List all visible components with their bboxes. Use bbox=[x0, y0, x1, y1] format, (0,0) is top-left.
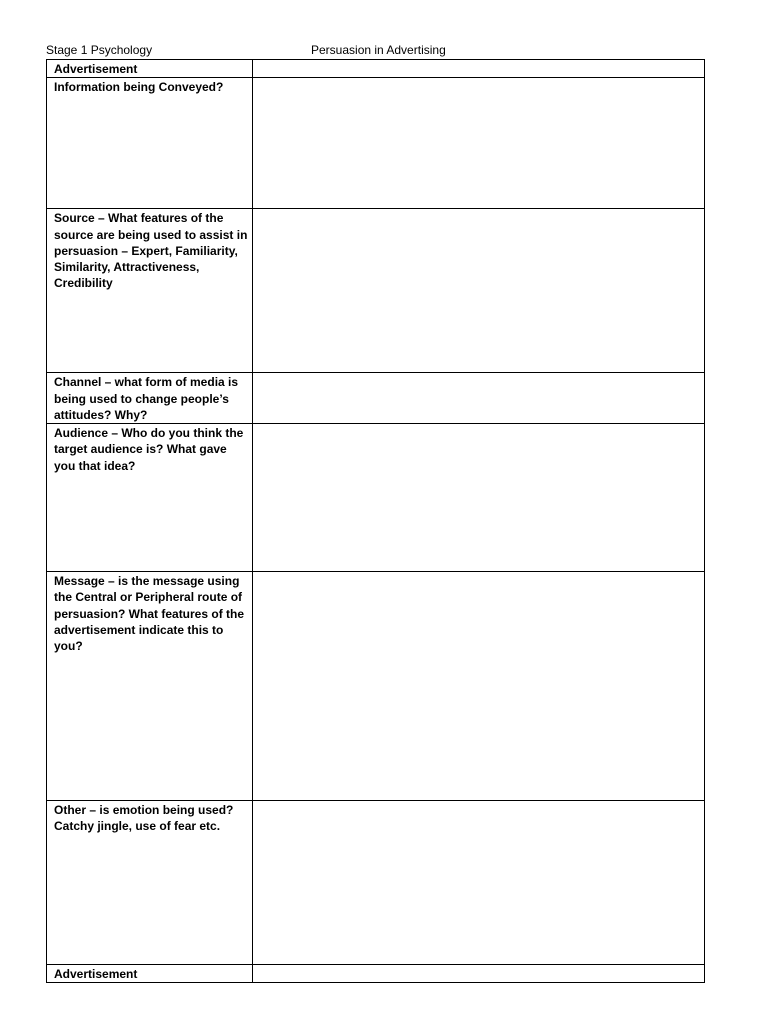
answer-cell-information[interactable] bbox=[253, 78, 705, 209]
table-row bbox=[47, 60, 705, 78]
row-label-advertisement-bottom bbox=[47, 965, 253, 983]
answer-cell-advertisement-bottom[interactable] bbox=[253, 965, 705, 983]
table-row bbox=[47, 424, 705, 572]
row-label-source bbox=[47, 209, 253, 373]
label-bold: Other bbox=[54, 803, 87, 818]
row-label-information bbox=[47, 78, 253, 209]
label-rest: – what form of media is being used to change people’s attitudes? Why? bbox=[54, 375, 239, 422]
table-row bbox=[47, 373, 705, 424]
persuasion-worksheet-table bbox=[46, 59, 705, 983]
table-row bbox=[47, 801, 705, 965]
table-row bbox=[47, 209, 705, 373]
answer-cell-advertisement-top[interactable] bbox=[253, 60, 705, 78]
row-label-message bbox=[47, 572, 253, 801]
label-bold: Source bbox=[54, 211, 95, 226]
label-rest: – What features of the source are being used to assist in persuasion – Expert, Familiarity, Similarity, Attractiveness, Credibility bbox=[54, 211, 248, 291]
answer-cell-channel[interactable] bbox=[253, 373, 705, 424]
answer-cell-audience[interactable] bbox=[253, 424, 705, 572]
worksheet-title: Persuasion in Advertising bbox=[311, 43, 446, 57]
row-label-audience bbox=[47, 424, 253, 572]
row-label-advertisement-top bbox=[47, 60, 253, 78]
label-bold: Information being Conveyed? bbox=[54, 80, 224, 95]
answer-cell-message[interactable] bbox=[253, 572, 705, 801]
table-row bbox=[47, 965, 705, 983]
label-rest: – Who do you think the target audience is? What gave you that idea? bbox=[54, 426, 244, 473]
label-rest: – is the message using the Central or Peripheral route of persuasion? What features of the advertisement indicate this to you? bbox=[54, 574, 245, 654]
label-bold: Message bbox=[54, 574, 105, 589]
row-label-other bbox=[47, 801, 253, 965]
label-bold: Channel bbox=[54, 375, 102, 390]
label-bold: Advertisement bbox=[54, 967, 138, 982]
table-row bbox=[47, 78, 705, 209]
label-bold: Advertisement bbox=[54, 62, 138, 76]
answer-cell-source[interactable] bbox=[253, 209, 705, 373]
answer-cell-other[interactable] bbox=[253, 801, 705, 965]
table-row bbox=[47, 572, 705, 801]
label-bold: Audience bbox=[54, 426, 109, 441]
row-label-channel bbox=[47, 373, 253, 424]
label-rest: – is emotion being used? Catchy jingle, use of fear etc. bbox=[54, 803, 234, 834]
course-title: Stage 1 Psychology bbox=[46, 43, 153, 57]
